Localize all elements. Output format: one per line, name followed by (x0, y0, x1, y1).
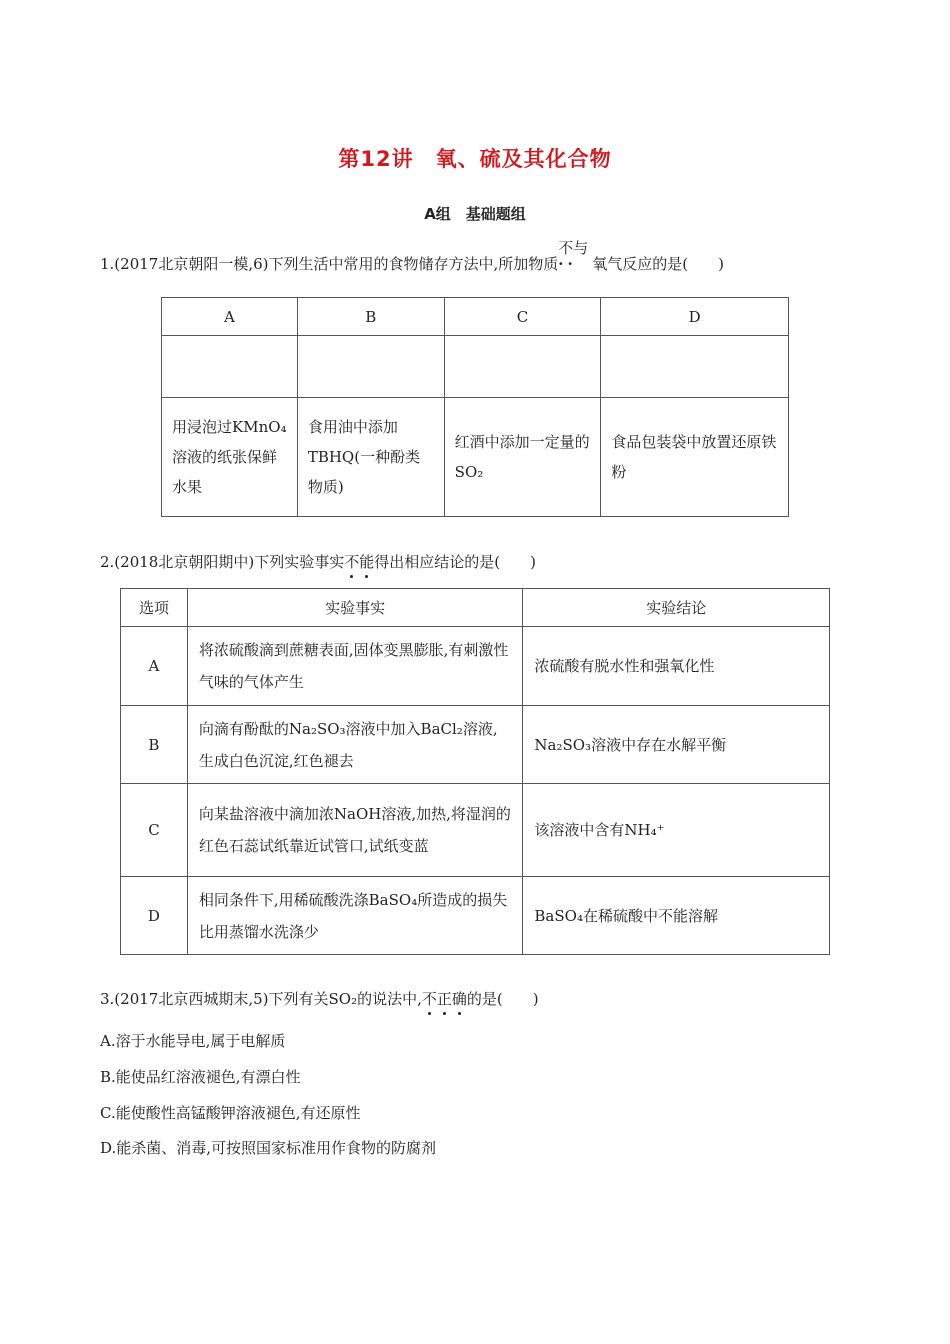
q1-table (161, 297, 789, 517)
table-row (121, 784, 830, 877)
q2-row-c-conclusion: 该溶液中含有NH₄⁺ (523, 784, 830, 877)
q1-image-a (162, 336, 298, 398)
q1-option-c: 红酒中添加一定量的SO₂ (444, 398, 601, 517)
q2-row-b-fact: 向滴有酚酞的Na₂SO₃溶液中加入BaCl₂溶液,生成白色沉淀,红色褪去 (187, 706, 523, 784)
q2-row-c-fact: 向某盐溶液中滴加浓NaOH溶液,加热,将湿润的红色石蕊试纸靠近试管口,试纸变蓝 (187, 784, 523, 877)
q3-stem-after: 的是( ) (466, 990, 539, 1008)
q3-option-b: B.能使品红溶液褪色,有漂白性 (100, 1068, 301, 1086)
q2-row-d-conclusion: BaSO₄在稀硫酸中不能溶解 (523, 877, 830, 955)
emphasis-char: 确 (451, 990, 467, 1008)
q1-emphasis-dots: ·· (558, 255, 577, 273)
q2-header-option: 选项 (121, 589, 188, 627)
table-row (121, 627, 830, 706)
q1-image-c (444, 336, 601, 398)
q2-row-d-fact: 相同条件下,用稀硫酸洗涤BaSO₄所造成的损失比用蒸馏水洗涤少 (187, 877, 523, 955)
q2-row-c-option: C (121, 784, 188, 877)
q2-header-fact: 实验事实 (187, 589, 523, 627)
emphasis-char: 能 (359, 553, 375, 571)
q2-table (120, 588, 830, 955)
q2-emphasis (344, 553, 374, 571)
table-row (121, 706, 830, 784)
q2-stem-before: 2.(2018北京朝阳期中)下列实验事实 (100, 553, 345, 571)
emphasis-char: 不 (344, 553, 360, 571)
page-title: 第12讲 氧、硫及其化合物 (338, 147, 612, 171)
q2-row-a-conclusion: 浓硫酸有脱水性和强氧化性 (523, 627, 830, 706)
q2-row-b-conclusion: Na₂SO₃溶液中存在水解平衡 (523, 706, 830, 784)
emphasis-char: 正 (436, 990, 452, 1008)
q2-stem-after: 得出相应结论的是( ) (374, 553, 536, 571)
q2-row-a-fact: 将浓硫酸滴到蔗糖表面,固体变黑膨胀,有刺激性气味的气体产生 (187, 627, 523, 706)
question-3-stem (100, 988, 539, 1009)
q1-option-d: 食品包装袋中放置还原铁粉 (601, 398, 789, 517)
q1-emphasis (558, 239, 592, 273)
question-2-stem (100, 551, 536, 572)
q1-image-d (601, 336, 789, 398)
q3-option-a: A.溶于水能导电,属于电解质 (100, 1032, 286, 1050)
q1-option-b: 食用油中添加TBHQ(一种酚类物质) (297, 398, 444, 517)
q1-stem-before: 1.(2017北京朝阳一模,6)下列生活中常用的食物储存方法中,所加物质 (100, 255, 559, 273)
q2-header-conclusion: 实验结论 (523, 589, 830, 627)
emphasis-char: 不 (421, 990, 437, 1008)
q2-row-a-option: A (121, 627, 188, 706)
q1-header-a: A (162, 298, 298, 336)
q3-stem-before: 3.(2017北京西城期末,5)下列有关SO₂的说法中, (100, 990, 422, 1008)
q1-header-d: D (601, 298, 789, 336)
q1-header-c: C (444, 298, 601, 336)
q2-row-d-option: D (121, 877, 188, 955)
section-heading: A组 基础题组 (424, 205, 526, 223)
q1-option-a: 用浸泡过KMnO₄溶液的纸张保鲜水果 (162, 398, 298, 517)
q3-emphasis (422, 990, 467, 1008)
q2-row-b-option: B (121, 706, 188, 784)
q1-header-b: B (297, 298, 444, 336)
q1-stem-after: 氧气反应的是( ) (592, 255, 724, 273)
q3-option-d: D.能杀菌、消毒,可按照国家标准用作食物的防腐剂 (100, 1139, 437, 1157)
q3-option-c: C.能使酸性高锰酸钾溶液褪色,有还原性 (100, 1104, 361, 1122)
q1-emphasis-text: 不与 (558, 239, 589, 257)
q1-image-b (297, 336, 444, 398)
table-row (121, 877, 830, 955)
question-1-stem (100, 239, 724, 274)
